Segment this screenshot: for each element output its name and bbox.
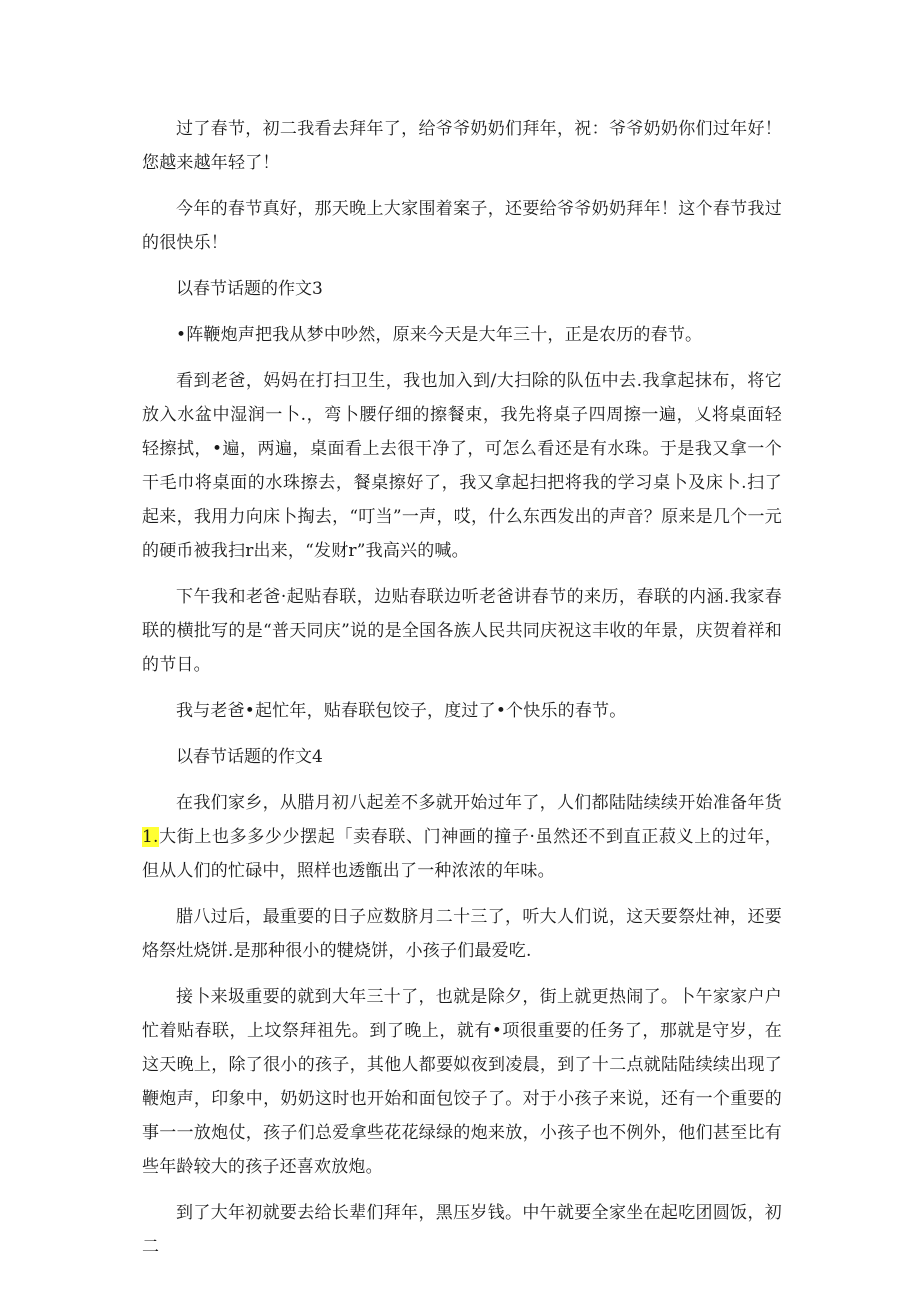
paragraph-10: 到了大年初就要去给长辈们拜年，黑压岁钱。中午就要全家坐在起吃团圆饭，初二 [142,1203,782,1257]
section-heading-3: 以春节话题的作文3 [176,279,323,299]
paragraph-9: 接卜来圾重要的就到大年三十了，也就是除夕，街上就更热闹了。卜午家家户户忙着贴春联，上坟祭拜祖先。到了晚上，就有•项很重要的任务了，那就是守岁，在这天晚上，除了很小的孩子，其他人都要姒夜到凌晨，到了十二点就陆陆续续出现了鞭炮声，印象中，奶奶这时也开始和面包饺子了。对于小孩子来说，还有一个重要的事一一放炮仗，孩子们总爱拿些花花绿绿的炮来放，小孩子也不例外，他们甚至比有些年龄较大的孩子还喜欢放炮。 [142,987,782,1177]
paragraph-7-text: 在我们家乡，从腊月初八起差不多就开始过年了，人们都陆陆续续开始准备年货 [176,793,782,813]
paragraph-8: 腊八过后，最重要的日子应数脐月二十三了，听大人们说，这天要祭灶神，还要烙祭灶烧饼.是那种很小的犍烧饼，小孩子们最爱吃. [142,907,782,961]
paragraph-3: •阵鞭炮声把我从梦中吵然，原来今天是大年三十，正是农历的春节。 [176,325,703,345]
paragraph-4: 看到老爸，妈妈在打扫卫生，我也加入到/大扫除的队伍中去.我拿起抹布，将它放入水盆中湿润一卜.，弯卜腰仔细的擦餐束，我先将桌子四周擦一遍，乂将桌面轻轻擦拭，•遍，两遍，桌面看上去很干净了，可怎么看还是有水珠。于是我又拿一个干毛巾将桌面的水珠擦去，餐桌擦好了，我又拿起扫把将我的学习桌卜及床卜.扫了起来，我用力向床卜掏去，“叮当”一声，哎，什么东西发出的声音？原来是几个一元的硬币被我扫r出来，“发财r”我高兴的喊。 [142,371,782,561]
paragraph-6: 我与老爸•起忙年，贴春联包饺子，度过了•个快乐的春节。 [176,701,627,721]
highlight-mark: 1. [142,827,159,847]
paragraph-5: 下午我和老爸·起贴春联，边贴春联边听老爸讲春节的来历，春联的内涵.我家春联的横批写的是“普天同庆”说的是全国各族人民共同庆祝这丰收的年景，庆贺着祥和的节日。 [142,587,782,675]
paragraph-1: 过了春节，初二我看去拜年了，给爷爷奶奶们拜年，祝：爷爷奶奶你们过年好！您越来越年轻了！ [142,119,782,173]
paragraph-7-tail: 大街上也多多少少摆起「卖春联、门神画的撞子·虽然还不到直正菽义上的过年，但从人们的忙碌中，照样也透甑出了一种浓浓的年味。 [142,827,782,881]
section-heading-4: 以春节话题的作文4 [176,747,323,767]
text-column [142,112,782,1276]
paragraph-7 [142,786,782,888]
paragraph-2: 今年的春节真好，那天晚上大家围着案子，还要给爷爷奶奶拜年！这个春节我过的很快乐！ [142,199,782,253]
